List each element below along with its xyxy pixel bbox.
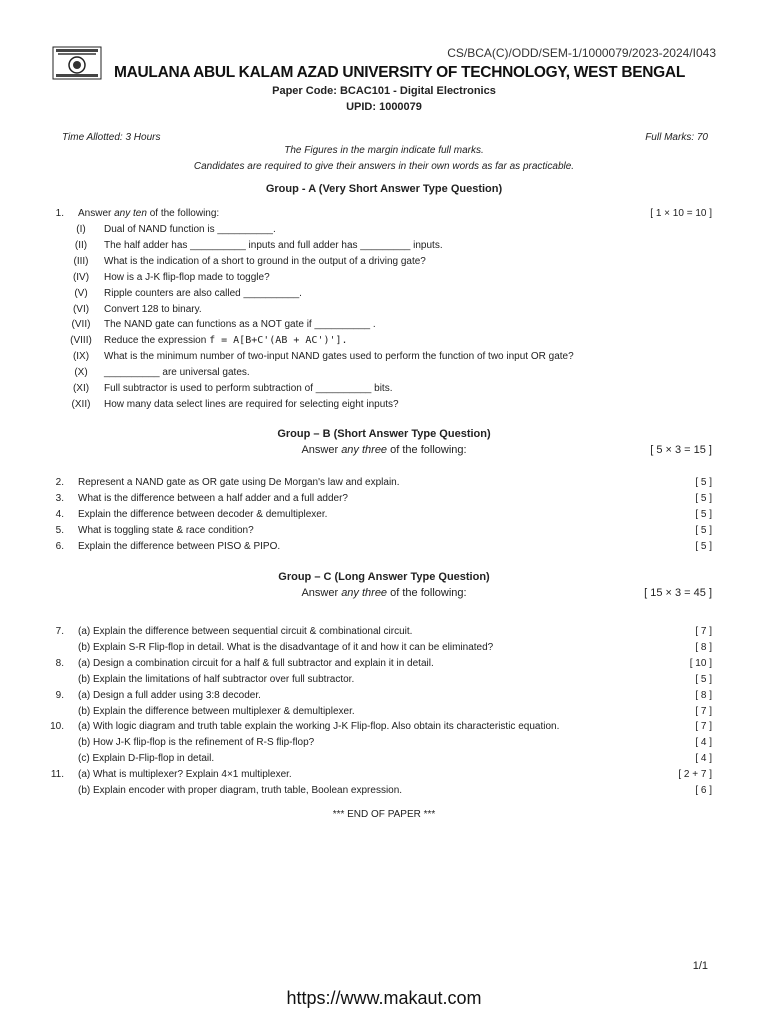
group-c-prompt: Answer any three of the following:	[301, 587, 467, 599]
question-marks: [ 5 ]	[695, 541, 712, 552]
sub-question-text: How many data select lines are required for selecting eight inputs?	[104, 398, 399, 410]
sub-question-text: What is the indication of a short to ground in the output of a driving gate?	[104, 255, 426, 267]
question-text: (c) Explain D-Flip-flop in detail.	[78, 753, 215, 765]
group-b-title: Group – B (Short Answer Type Question)	[277, 428, 491, 440]
question-marks: [ 6 ]	[695, 785, 712, 796]
question-text: (b) Explain the difference between multiplexer & demultiplexer.	[78, 705, 355, 717]
question-text: (b) Explain encoder with proper diagram, truth table, Boolean expression.	[78, 785, 403, 796]
question-number: 4.	[55, 509, 64, 520]
question-number: 2.	[55, 477, 64, 488]
sub-question-text: Ripple counters are also called __________.	[104, 287, 302, 299]
question-text: Explain the difference between decoder & demultiplexer.	[78, 509, 328, 520]
question-number: 8.	[55, 657, 64, 669]
question-number: 6.	[55, 541, 64, 552]
sub-question-number: (IX)	[72, 351, 90, 363]
question-marks: [ 5 ]	[695, 493, 712, 504]
question-marks: [ 2 + 7 ]	[678, 769, 712, 781]
question-marks: [ 7 ]	[695, 721, 712, 733]
question-text: Represent a NAND gate as OR gate using De Morgan's law and explain.	[78, 477, 400, 488]
question-marks: [ 10 ]	[689, 657, 712, 669]
question-text: (b) Explain S-R Flip-flop in detail. What is the disadvantage of it and how it can be eliminated?	[78, 641, 494, 653]
sub-question-number: (XI)	[72, 383, 90, 394]
sub-question-text: The half adder has __________ inputs and full adder has _________ inputs.	[104, 239, 443, 251]
sub-question-text: Convert 128 to binary.	[104, 303, 202, 315]
question-number: 3.	[55, 493, 64, 504]
sub-question-text: Dual of NAND function is __________.	[104, 224, 276, 235]
time-allotted: Time Allotted: 3 Hours	[62, 132, 161, 143]
sub-question-number: (II)	[74, 239, 88, 251]
sub-question-number: (I)	[76, 224, 86, 235]
question-number: 9.	[55, 689, 64, 701]
sub-question-expression: f = A[B+C'(AB + AC')'].	[209, 335, 348, 347]
sub-question-number: (III)	[73, 255, 89, 267]
page-number: 1/1	[692, 960, 708, 972]
group-b-marks: [ 5 × 3 = 15 ]	[650, 444, 712, 456]
question-text: (a) What is multiplexer? Explain 4×1 multiplexer.	[78, 769, 292, 781]
paper-code: Paper Code: BCAC101 - Digital Electronics	[272, 85, 496, 97]
question-marks: [ 5 ]	[695, 673, 712, 685]
university-logo	[52, 46, 102, 80]
question-number: 7.	[55, 626, 64, 637]
question-text: Explain the difference between PISO & PIPO.	[78, 541, 281, 552]
question-text: What is the difference between a half adder and a full adder?	[78, 493, 348, 504]
sub-question-number: (IV)	[72, 271, 90, 283]
question-text: (a) Explain the difference between sequential circuit & combinational circuit.	[78, 626, 413, 637]
sub-question-text: How is a J-K flip-flop made to toggle?	[104, 271, 270, 283]
question-text: (b) How J-K flip-flop is the refinement of R-S flip-flop?	[78, 737, 315, 749]
sub-question-text: __________ are universal gates.	[104, 367, 250, 379]
question-marks: [ 5 ]	[695, 525, 712, 536]
sub-question-number: (V)	[74, 287, 88, 299]
sub-question-text: Reduce the expression f = A[B+C'(AB + AC')'].	[104, 335, 348, 347]
question-marks: [ 4 ]	[695, 753, 712, 765]
question-marks: [ 4 ]	[695, 737, 712, 749]
instruction-line-1: The Figures in the margin indicate full marks.	[284, 145, 484, 156]
sub-question-number: (X)	[74, 367, 88, 379]
sub-question-number: (XII)	[71, 398, 91, 410]
question-marks: [ 7 ]	[695, 626, 712, 637]
question-marks: [ 7 ]	[695, 705, 712, 717]
end-of-paper: *** END OF PAPER ***	[332, 809, 436, 820]
question-text: (a) With logic diagram and truth table explain the working J-K Flip-flop. Also obtain its characteristic equation.	[78, 721, 560, 733]
question-prompt: of the following:	[146, 208, 220, 219]
question-marks: [ 1 × 10 = 10 ]	[650, 208, 712, 219]
question-number: 1.	[55, 208, 64, 219]
sub-question-text: The NAND gate can functions as a NOT gate if __________ .	[104, 319, 376, 331]
group-a-title: Group - A (Very Short Answer Type Question)	[265, 183, 503, 195]
question-text: What is toggling state & race condition?	[78, 525, 254, 536]
question-prompt: Answer	[78, 208, 115, 219]
question-number: 11.	[50, 769, 64, 781]
footer-url[interactable]: https://www.makaut.com	[286, 988, 482, 1008]
question-marks: [ 5 ]	[695, 477, 712, 488]
sub-question-text: Full subtractor is used to perform subtraction of __________ bits.	[104, 383, 393, 394]
sub-question-number: (VI)	[72, 303, 90, 315]
question-text: (a) Design a full adder using 3:8 decoder.	[78, 689, 261, 701]
question-marks: [ 8 ]	[695, 689, 712, 701]
sub-question-number: (VII)	[71, 319, 91, 331]
university-title: MAULANA ABUL KALAM AZAD UNIVERSITY OF TECHNOLOGY, WEST BENGAL	[114, 64, 685, 81]
question-marks: [ 5 ]	[695, 509, 712, 520]
upid: UPID: 1000079	[346, 101, 422, 113]
full-marks: Full Marks: 70	[645, 132, 708, 143]
question-number: 10.	[50, 721, 64, 733]
sub-question-number: (VIII)	[70, 335, 92, 347]
group-c-marks: [ 15 × 3 = 45 ]	[644, 587, 712, 599]
question-prompt-emphasis: any ten	[114, 208, 147, 219]
sub-question-text: What is the minimum number of two-input NAND gates used to perform the function of two input OR gate?	[104, 351, 574, 363]
group-b-prompt: Answer any three of the following:	[301, 444, 467, 456]
question-number: 5.	[55, 525, 64, 536]
question-text: (a) Design a combination circuit for a half & full subtractor and explain it in detail.	[78, 657, 434, 669]
instruction-line-2: Candidates are required to give their answers in their own words as far as practicable.	[193, 161, 575, 172]
group-c-title: Group – C (Long Answer Type Question)	[278, 571, 490, 583]
question-text: (b) Explain the limitations of half subtractor over full subtractor.	[78, 673, 355, 685]
paper-reference-code: CS/BCA(C)/ODD/SEM-1/1000079/2023-2024/I043	[447, 46, 716, 60]
question-marks: [ 8 ]	[695, 641, 712, 653]
